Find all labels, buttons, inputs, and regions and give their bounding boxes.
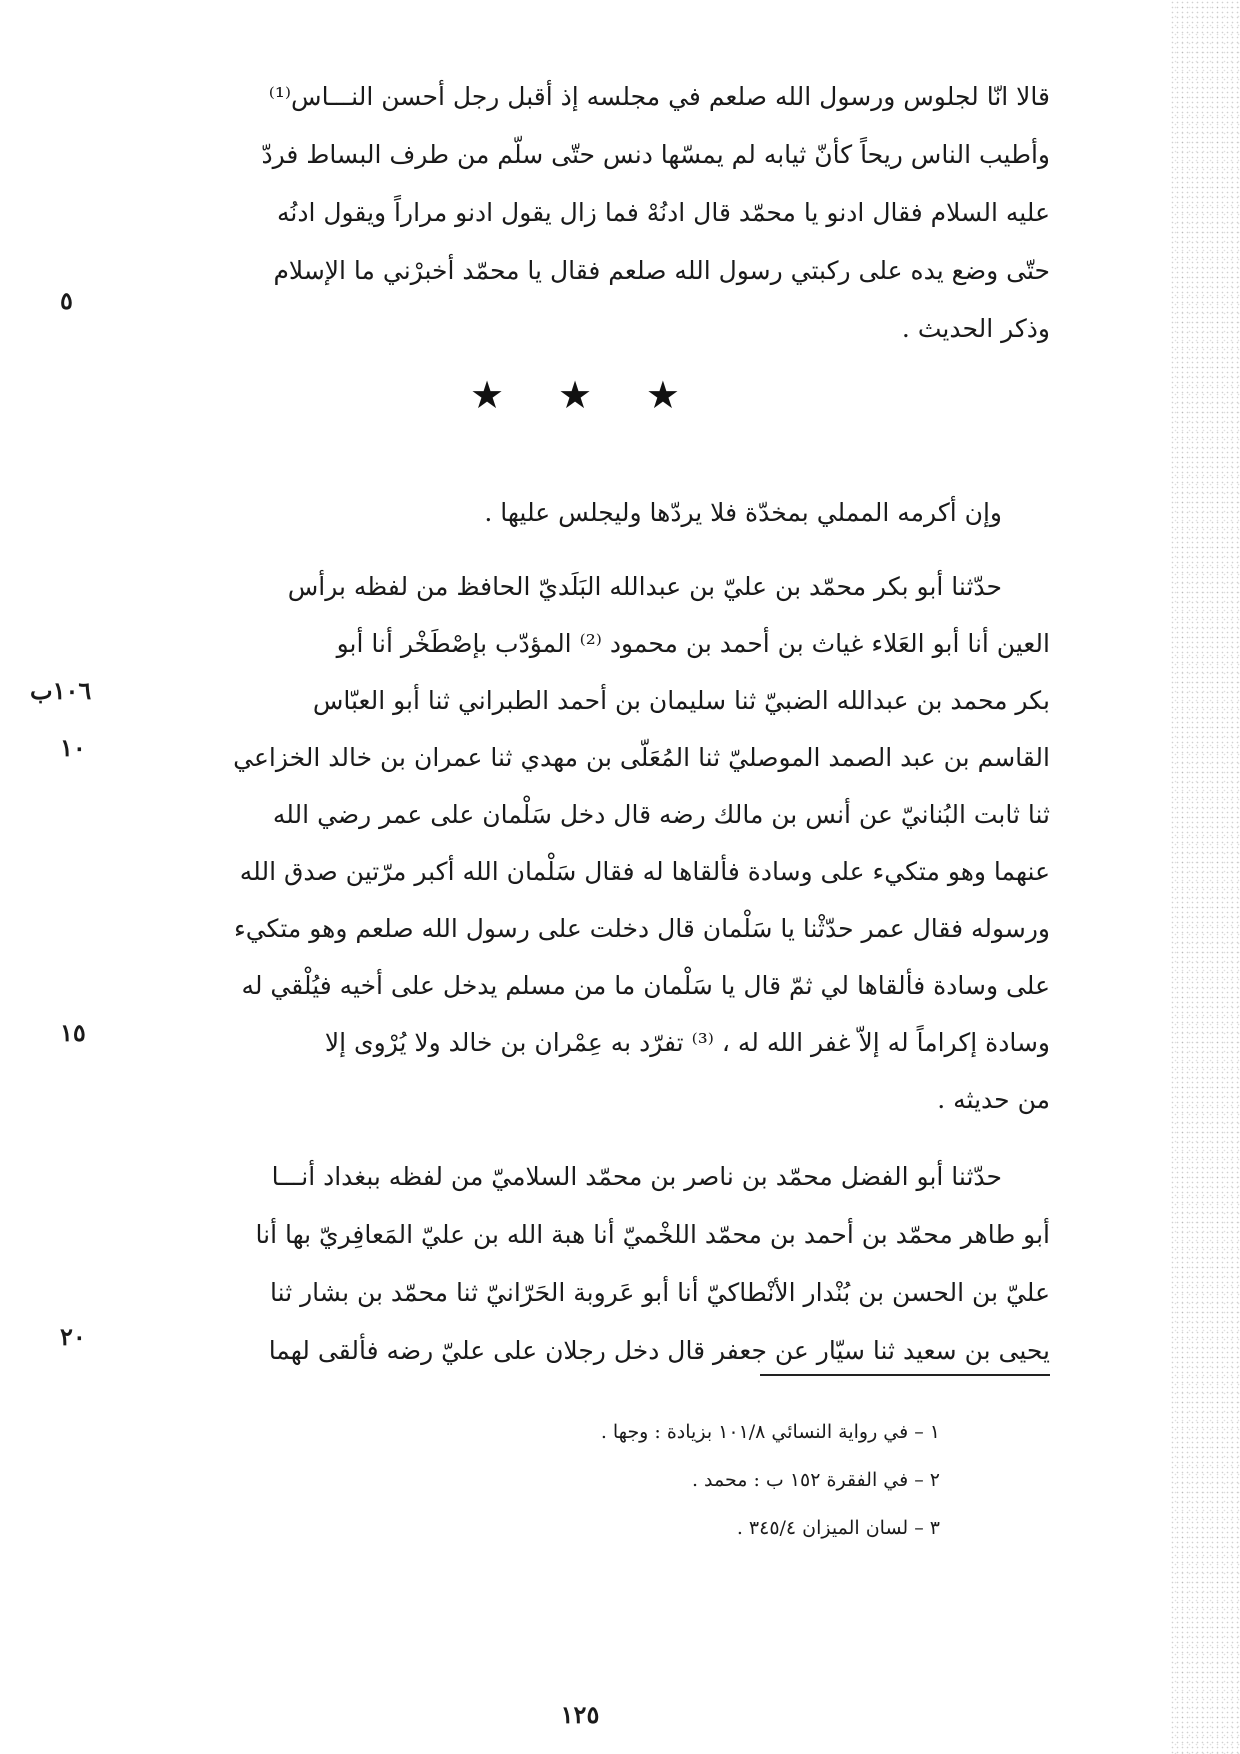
line-number-15: ١٥ [60, 1018, 86, 1047]
text-line: وسادة إكراماً له إلاّ غفر الله له ، ⁽³⁾ تفرّد به عِمْران بن خالد ولا يُرْوى إلا [324, 1028, 1050, 1057]
footnote-1: ١ – في رواية النسائي ١٠١/٨ بزيادة : وجها . [600, 1421, 940, 1443]
text-line: يحيى بن سعيد ثنا سيّار عن جعفر قال دخل رجلان على عليّ رضه فألقى لهما [268, 1336, 1050, 1365]
paragraph-hadith-opening [200, 68, 1050, 358]
scan-edge-texture [1170, 0, 1240, 1754]
text-line: حدّثنا أبو بكر محمّد بن عليّ بن عبدالله البَلَديّ الحافظ من لفظه برأس [287, 572, 1002, 601]
text-line: القاسم بن عبد الصمد الموصليّ ثنا المُعَلّى بن مهدي ثنا عمران بن خالد الخزاعي [233, 743, 1050, 772]
text-line: ثنا ثابت البُنانيّ عن أنس بن مالك رضه قال دخل سَلْمان على عمر رضي الله [272, 800, 1050, 829]
star-icon: ★ [557, 373, 593, 417]
footnote-3: ٣ – لسان الميزان ٣٤٥/٤ . [736, 1517, 940, 1539]
text-line: عليه السلام فقال ادنو يا محمّد قال ادنُهْ فما زال يقول ادنو مراراً ويقول ادنُه [276, 198, 1050, 227]
text-line: من حديثه . [937, 1085, 1050, 1114]
page-number: ١٢٥ [560, 1700, 600, 1729]
text-line: أبو طاهر محمّد بن أحمد بن محمّد اللخْميّ أنا هبة الله بن عليّ المَعافِريّ بها أنا [255, 1220, 1050, 1249]
line-number-20: ٢٠ [60, 1322, 86, 1351]
footnote-separator [760, 1374, 1050, 1376]
text-line: ورسوله فقال عمر حدّثْنا يا سَلْمان قال دخلت على رسول الله صلعم وهو متكيء [233, 914, 1050, 943]
text-line: على وسادة فألقاها لي ثمّ قال يا سَلْمان ما من مسلم يدخل على أخيه فيُلْقي له [241, 971, 1050, 1000]
section-heading [200, 484, 1050, 542]
paragraph-ali-hadith [200, 1148, 1050, 1380]
folio-marker: ١٠٦ب [30, 676, 92, 705]
text-line: وذكر الحديث . [901, 314, 1050, 343]
text-line: وأطيب الناس ريحاً كأنّ ثيابه لم يمسّها دنس حتّى سلّم من طرف البساط فردّ [261, 140, 1050, 169]
heading-line: وإن أكرمه المملي بمخدّة فلا يردّها وليجلس عليها . [484, 498, 1002, 527]
line-number-5: ٥ [60, 286, 73, 315]
text-line: قالا انّا لجلوس ورسول الله صلعم في مجلسه إذ أقبل رجل أحسن النـــاس⁽¹⁾ [268, 82, 1050, 111]
text-line: حتّى وضع يده على ركبتي رسول الله صلعم فقال يا محمّد أخبرْني ما الإسلام [273, 256, 1050, 285]
section-divider-stars [470, 375, 680, 415]
text-line: بكر محمد بن عبدالله الضبيّ ثنا سليمان بن أحمد الطبراني ثنا أبو العبّاس [312, 686, 1050, 715]
star-icon: ★ [470, 373, 505, 417]
line-number-10: ١٠ [60, 733, 86, 762]
footnote-2: ٢ – في الفقرة ١٥٢ ب : محمد . [691, 1469, 940, 1491]
text-line: عنهما وهو متكيء على وسادة فألقاها له فقال سَلْمان الله أكبر مرّتين صدق الله [239, 857, 1050, 886]
text-line: عليّ بن الحسن بن بُنْدار الأنْطاكيّ أنا أبو عَروبة الحَرّانيّ ثنا محمّد بن بشار ثنا [270, 1278, 1050, 1307]
text-line: حدّثنا أبو الفضل محمّد بن ناصر بن محمّد السلاميّ من لفظه ببغداد أنـــا [271, 1162, 1002, 1191]
footnotes [340, 1408, 940, 1552]
text-line: العين أنا أبو العَلاء غياث بن أحمد بن محمود ⁽²⁾ المؤدّب بإصْطَخْر أنا أبو [336, 629, 1050, 658]
paragraph-salman-hadith [200, 558, 1050, 1128]
star-icon: ★ [645, 373, 680, 417]
